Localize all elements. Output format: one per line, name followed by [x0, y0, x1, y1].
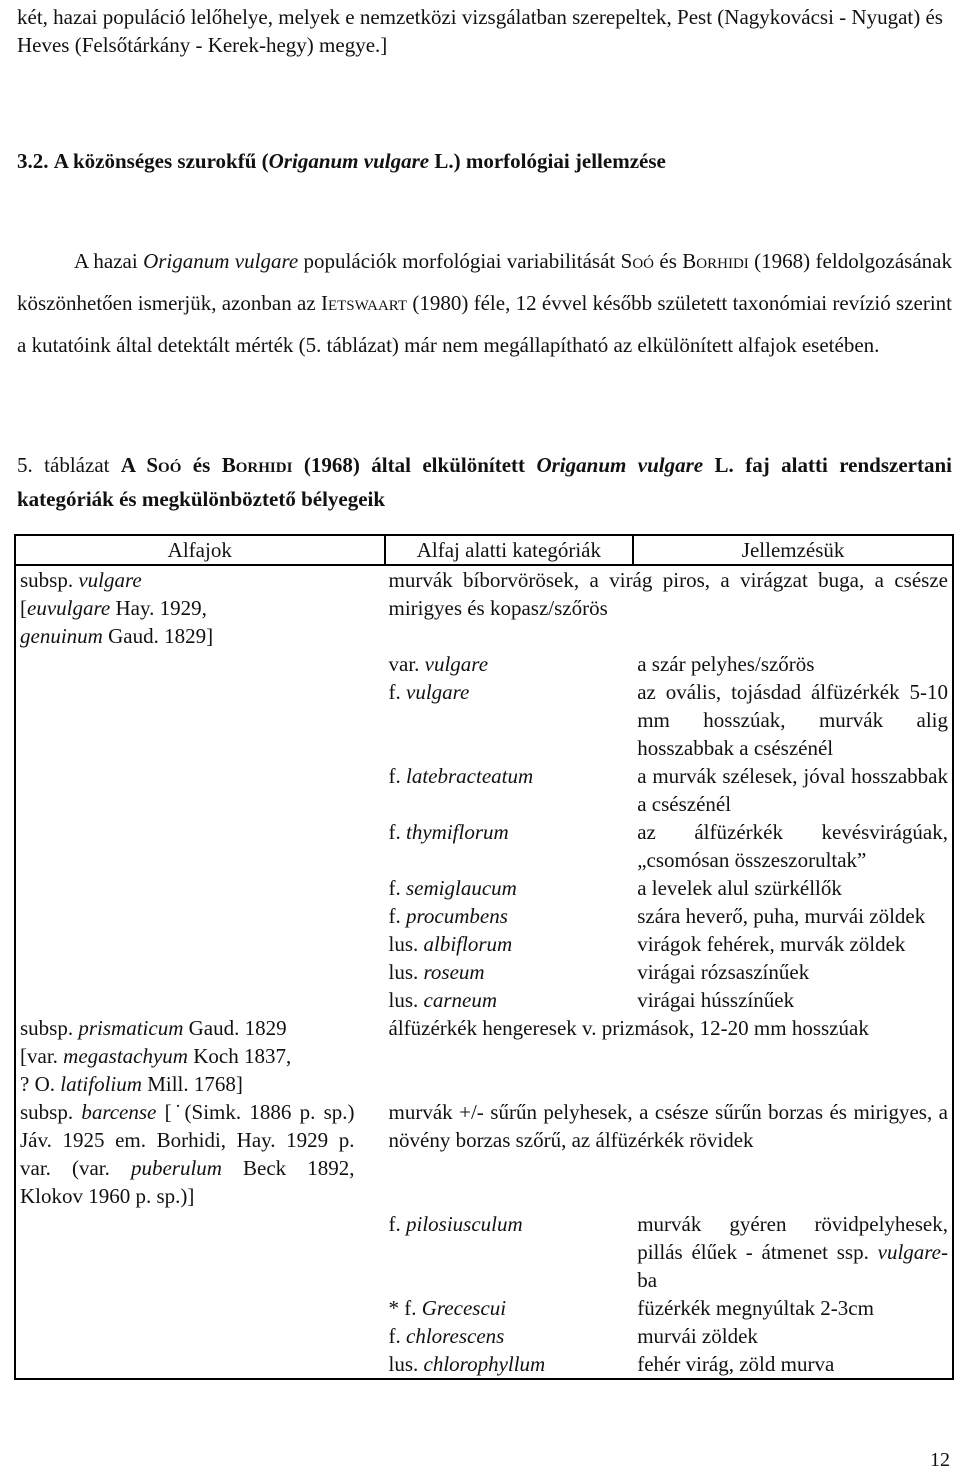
header-kategoriak: Alfaj alatti kategóriák: [385, 535, 634, 565]
rank-cell: f. vulgare: [388, 680, 470, 704]
section-heading: 3.2. A közönséges szurokfű (Origanum vulgare L.) morfológiai jellemzése: [17, 149, 666, 173]
subspecies-description: murvák bíborvörösek, a virág piros, a virágzat buga, a csésze mirigyes és kopasz/szőrös: [388, 568, 948, 620]
description-cell: virágai rózsaszínűek: [637, 960, 810, 984]
table-header-row: [15, 535, 953, 565]
table-caption: 5. táblázat A Soó és Borhidi (1968) által elkülönített Origanum vulgare L. faj alatti rendszertani kategóriák és megkülönböztető bélyegeik: [17, 453, 952, 511]
header-jellemzesuk: Jellemzésük: [633, 535, 953, 565]
header-alfajok: Alfajok: [15, 535, 385, 565]
rank-cell: f. pilosiusculum: [388, 1212, 523, 1236]
description-cell: az ovális, tojásdad álfüzérkék 5-10 mm hosszúak, murvák alig hosszabbak a csészénél: [637, 680, 948, 760]
rank-cell: lus. albiflorum: [388, 932, 513, 956]
description-cell: fehér virág, zöld murva: [637, 1352, 835, 1376]
rank-cell: lus. chlorophyllum: [388, 1352, 546, 1376]
body-paragraph: A hazai Origanum vulgare populációk morfológiai variabilitását Soó és Borhidi (1968) feldolgozásának köszönhetően ismerjük, azonban az Ietswaart (1980) féle, 12 évvel később született taxonómiai revízió szerint a kutatóink által detektált mérték (5. táblázat) már nem megállapítható az elkülönített alfajok esetében.: [17, 249, 952, 357]
subspecies-description: murvák +/- sűrűn pelyhesek, a csésze sűrűn borzas és mirigyes, a növény borzas szőrű, az álfüzérkék rövidek: [388, 1100, 948, 1152]
subspecies-prismaticum: subsp. prismaticum Gaud. 1829 [var. megastachyum Koch 1837, ? O. latifolium Mill. 1768]: [20, 1016, 292, 1096]
table-row: [15, 1014, 953, 1098]
rank-cell: var. vulgare: [388, 652, 489, 676]
rank-cell: lus. roseum: [388, 960, 485, 984]
description-cell: virágai hússzínűek: [637, 988, 795, 1012]
description-cell: a szár pelyhes/szőrös: [637, 652, 815, 676]
taxonomy-table: [14, 534, 954, 1380]
rank-cell: f. latebracteatum: [388, 764, 534, 788]
table-row: [15, 1098, 953, 1210]
rank-cell: lus. carneum: [388, 988, 497, 1012]
description-cell: füzérkék megnyúltak 2-3cm: [637, 1296, 874, 1320]
rank-cell: f. procumbens: [388, 904, 508, 928]
description-cell: szára heverő, puha, murvái zöldek: [637, 904, 926, 928]
description-cell: virágok fehérek, murvák zöldek: [637, 932, 906, 956]
subspecies-barcense: subsp. barcense [˙(Simk. 1886 p. sp.) Jáv. 1925 em. Borhidi, Hay. 1929 p. var. (var. puberulum Beck 1892, Klokov 1960 p. sp.)]: [20, 1100, 355, 1208]
rank-cell: f. chlorescens: [388, 1324, 505, 1348]
page-number: 12: [930, 1449, 950, 1471]
top-text: két, hazai populáció lelőhelye, melyek e nemzetközi vizsgálatban szerepeltek, Pest (Nagykovácsi - Nyugat) és Heves (Felsőtárkány - Kerek-hegy) megye.]: [17, 5, 943, 57]
description-cell: az álfüzérkék kevésvirágúak, „csomósan összeszorultak”: [637, 820, 948, 872]
description-cell: murvák gyéren rövidpelyhesek, pillás élűek - átmenet ssp. vulgare-ba: [637, 1212, 948, 1292]
description-cell: a levelek alul szürkéllők: [637, 876, 842, 900]
rank-cell: f. thymiflorum: [388, 820, 509, 844]
rank-cell: f. semiglaucum: [388, 876, 517, 900]
description-cell: murvái zöldek: [637, 1324, 758, 1348]
rank-cell: * f. Grecescui: [388, 1296, 507, 1320]
table-row: [15, 565, 953, 650]
subspecies-vulgare: subsp. vulgare [euvulgare Hay. 1929, genuinum Gaud. 1829]: [20, 568, 214, 648]
description-cell: a murvák szélesek, jóval hosszabbak a csészénél: [637, 764, 948, 816]
subspecies-description: álfüzérkék hengeresek v. prizmások, 12-20 mm hosszúak: [388, 1016, 869, 1040]
